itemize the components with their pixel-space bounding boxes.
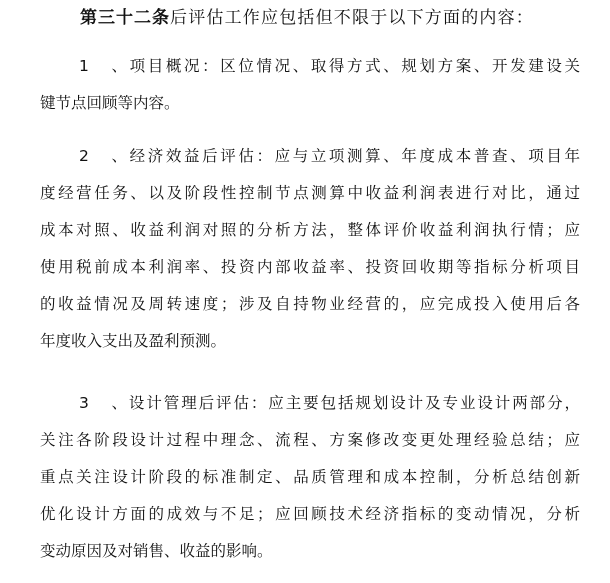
section-2-line (40, 138, 580, 175)
section-3-line: 优化设计方面的成效与不足；应回顾技术经济指标的变动情况，分析 (40, 505, 580, 523)
article-number: 第三十二条 (80, 8, 170, 28)
article-heading-text: 后评估工作应包括但不限于以下方面的内容： (170, 8, 534, 28)
section-2-line: 使用税前成本利润率、投资内部收益率、投资回收期等指标分析项目 (40, 258, 580, 276)
section-3-line: 变动原因及对销售、收益的影响。 (40, 542, 273, 560)
section-3-number: 3、 (79, 394, 127, 412)
section-2-line: 成本对照、收益利润对照的分析方法，整体评价收益利润执行情；应 (40, 221, 580, 239)
section-1-paragraph (40, 48, 580, 122)
section-1-line-text: 项目概况：区位情况、取得方式、规划方案、开发建设关 (127, 57, 580, 75)
section-2-line-text: 经济效益后评估：应与立项测算、年度成本普查、项目年 (127, 147, 580, 165)
section-2-line: 度经营任务、以及阶段性控制节点测算中收益利润表进行对比，通过 (40, 184, 580, 202)
section-1-line: 键节点回顾等内容。 (40, 94, 180, 112)
section-2-line: 的收益情况及周转速度；涉及自持物业经营的，应完成投入使用后各 (40, 295, 580, 313)
section-1-number: 1、 (79, 57, 127, 75)
section-3-paragraph (40, 385, 580, 570)
section-2-paragraph (40, 138, 580, 360)
section-3-line (40, 385, 580, 422)
section-1-line (40, 48, 580, 85)
section-3-line: 关注各阶段设计过程中理念、流程、方案修改变更处理经验总结；应 (40, 431, 580, 449)
article-heading (80, 4, 534, 32)
section-3-line-text: 设计管理后评估：应主要包括规划设计及专业设计两部分， (127, 394, 580, 412)
section-2-line: 年度收入支出及盈利预测。 (40, 332, 227, 350)
section-2-number: 2、 (79, 147, 127, 165)
section-3-line: 重点关注设计阶段的标准制定、品质管理和成本控制，分析总结创新 (40, 468, 580, 486)
